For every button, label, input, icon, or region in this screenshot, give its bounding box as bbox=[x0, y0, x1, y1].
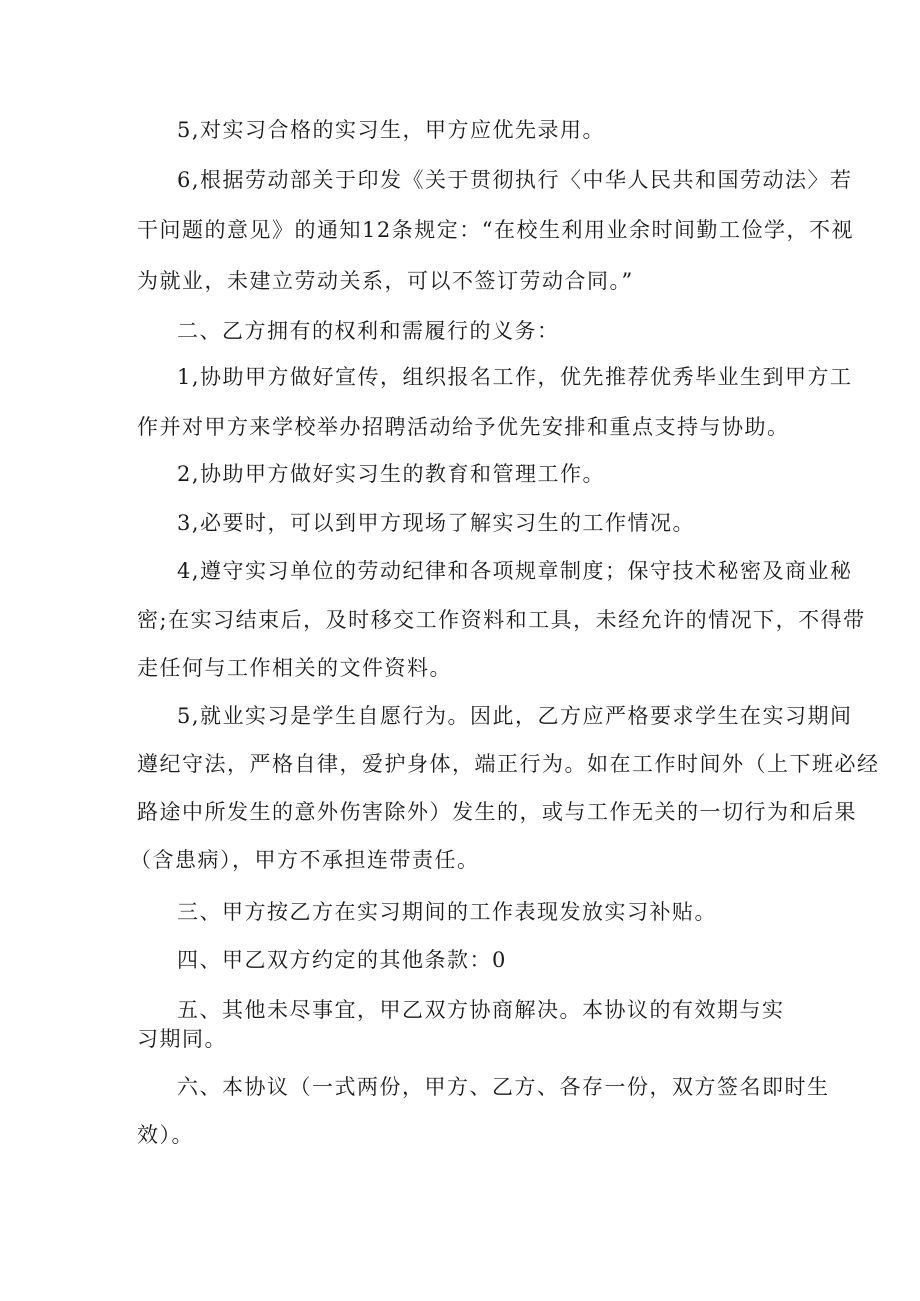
text-line: 干问题的意见》的通知12条规定：“在校生利用业余时间勤工俭学，不视 bbox=[137, 218, 854, 242]
text-line: （含患病），甲方不承担连带责任。 bbox=[130, 848, 480, 872]
text-line: 遵纪守法，严格自律，爱护身体，端正行为。如在工作时间外（上下班必经 bbox=[137, 752, 880, 776]
text-line: 走任何与工作相关的文件资料。 bbox=[137, 656, 452, 680]
text-line: 5,对实习合格的实习生，甲方应优先录用。 bbox=[177, 118, 606, 142]
text-line: 作并对甲方来学校举办招聘活动给予优先安排和重点支持与协助。 bbox=[137, 415, 790, 439]
text-line: 为就业，未建立劳动关系，可以不签订劳动合同。” bbox=[137, 269, 634, 293]
text-line: 2,协助甲方做好实习生的教育和管理工作。 bbox=[177, 462, 606, 486]
text-line: 路途中所发生的意外伤害除外）发生的，或与工作无关的一切行为和后果 bbox=[137, 800, 857, 824]
text-line: 六、本协议（一式两份，甲方、乙方、各存一份，双方签名即时生 bbox=[177, 1075, 830, 1099]
text-line: 6,根据劳动部关于印发《关于贯彻执行〈中华人民共和国劳动法〉若 bbox=[177, 168, 853, 192]
text-line: 二、乙方拥有的权利和需履行的义务： bbox=[177, 319, 560, 343]
text-line: 习期同。 bbox=[137, 1027, 227, 1051]
text-line: 五、其他未尽事宜，甲乙双方协商解决。本协议的有效期与实 bbox=[177, 998, 785, 1022]
text-line: 效）。 bbox=[137, 1123, 194, 1147]
text-line: 密;在实习结束后，及时移交工作资料和工具，未经允许的情况下，不得带 bbox=[137, 608, 866, 632]
text-line: 5,就业实习是学生自愿行为。因此，乙方应严格要求学生在实习期间 bbox=[177, 704, 853, 728]
text-line: 三、甲方按乙方在实习期间的工作表现发放实习补贴。 bbox=[177, 900, 717, 924]
text-line: 1,协助甲方做好宣传，组织报名工作，优先推荐优秀毕业生到甲方工 bbox=[177, 365, 853, 389]
text-line: 四、甲乙双方约定的其他条款：0 bbox=[177, 948, 507, 972]
text-line: 3,必要时，可以到甲方现场了解实习生的工作情况。 bbox=[177, 511, 696, 535]
text-line: 4,遵守实习单位的劳动纪律和各项规章制度；保守技术秘密及商业秘 bbox=[177, 559, 853, 583]
